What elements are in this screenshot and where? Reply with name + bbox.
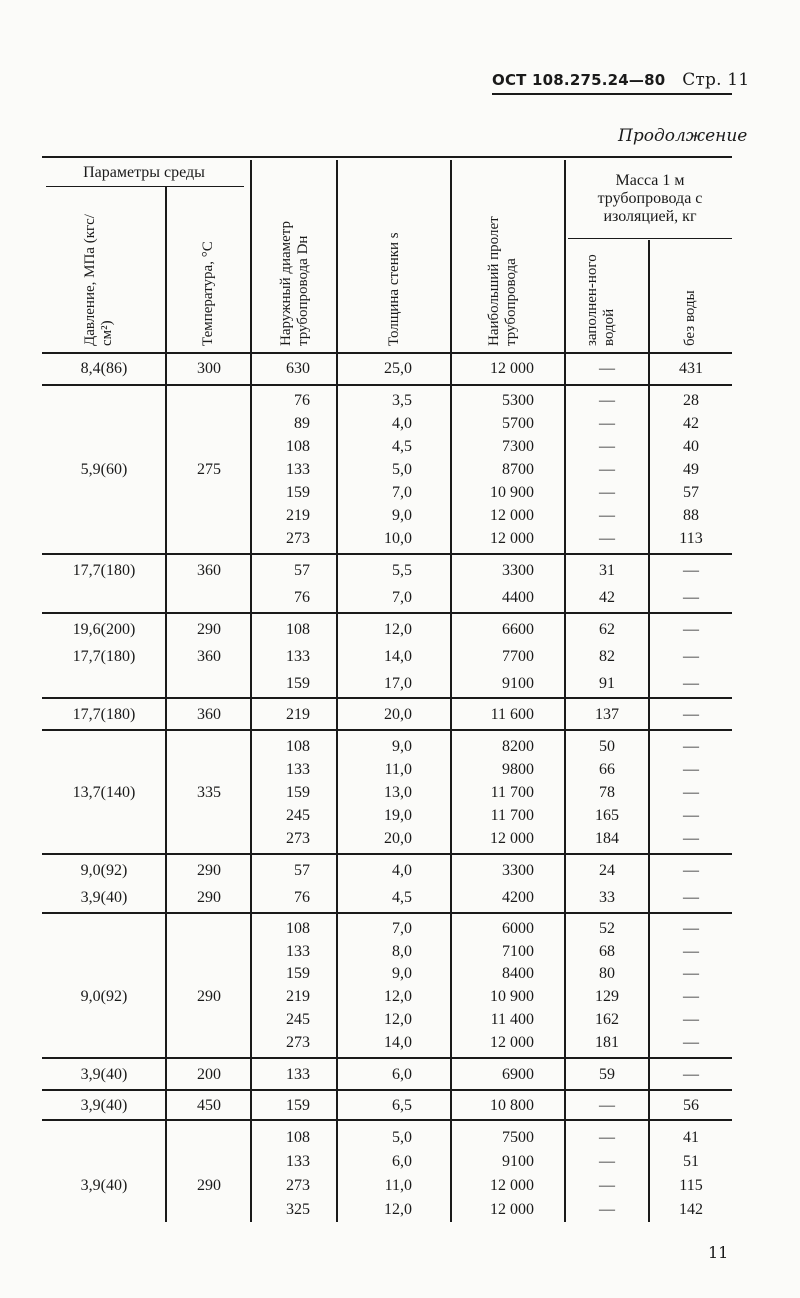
header-diameter: Наружный диаметр трубопровода Dн — [278, 220, 311, 346]
cell-dry: 42 — [683, 415, 699, 432]
cell-dry: — — [683, 784, 699, 801]
cell-wall: 11,0 — [384, 1177, 412, 1194]
header-mass-group: Масса 1 м трубопровода с изоляцией, кг — [597, 172, 703, 225]
cell-filled: 82 — [599, 648, 615, 665]
cell-dry: — — [683, 1034, 699, 1051]
cell-span: 9800 — [502, 761, 534, 778]
cell-span: 3300 — [502, 862, 534, 879]
cell-wall: 6,0 — [392, 1066, 412, 1083]
cell-temperature: 300 — [197, 360, 221, 377]
header-pressure: Давление, МПа (кгс/см²) — [82, 214, 115, 346]
cell-wall: 4,5 — [392, 438, 412, 455]
cell-dry: — — [683, 920, 699, 937]
cell-diameter: 159 — [286, 965, 310, 982]
cell-dry: — — [683, 889, 699, 906]
cell-temperature: 360 — [197, 562, 221, 579]
column-rule — [564, 160, 566, 1222]
group-separator — [42, 912, 732, 914]
cell-wall: 19,0 — [384, 807, 412, 824]
cell-span: 7100 — [502, 943, 534, 960]
cell-filled: 78 — [599, 784, 615, 801]
cell-wall: 6,5 — [392, 1097, 412, 1114]
cell-span: 11 400 — [490, 1011, 534, 1028]
cell-diameter: 133 — [286, 1066, 310, 1083]
cell-filled: — — [599, 1177, 615, 1194]
cell-diameter: 57 — [294, 562, 310, 579]
cell-dry: 113 — [679, 530, 703, 547]
header-params-group: Параметры среды — [83, 164, 205, 181]
cell-filled: 68 — [599, 943, 615, 960]
cell-pressure: 3,9(40) — [80, 1177, 128, 1194]
cell-dry: 56 — [683, 1097, 699, 1114]
cell-dry: — — [683, 706, 699, 723]
cell-filled: — — [599, 1097, 615, 1114]
cell-dry: 57 — [683, 484, 699, 501]
cell-filled: — — [599, 438, 615, 455]
cell-diameter: 219 — [286, 706, 310, 723]
cell-filled: 59 — [599, 1066, 615, 1083]
cell-diameter: 159 — [286, 1097, 310, 1114]
document-header — [492, 70, 750, 95]
group-separator — [42, 1089, 732, 1091]
cell-span: 12 000 — [490, 1201, 534, 1218]
continuation-label: Продолжение — [618, 126, 748, 146]
cell-dry: — — [683, 988, 699, 1005]
cell-pressure: 13,7(140) — [72, 784, 136, 801]
cell-dry: — — [683, 738, 699, 755]
cell-span: 11 700 — [490, 807, 534, 824]
cell-wall: 12,0 — [384, 988, 412, 1005]
cell-pressure: 9,0(92) — [80, 988, 128, 1005]
cell-filled: 165 — [595, 807, 619, 824]
cell-dry: — — [683, 1066, 699, 1083]
cell-wall: 20,0 — [384, 706, 412, 723]
cell-span: 9100 — [502, 1153, 534, 1170]
group-separator — [42, 1057, 732, 1059]
cell-span: 4400 — [502, 589, 534, 606]
cell-filled: — — [599, 415, 615, 432]
group-separator — [42, 612, 732, 614]
cell-dry: — — [683, 589, 699, 606]
cell-span: 12 000 — [490, 830, 534, 847]
column-rule — [165, 186, 167, 1222]
cell-diameter: 630 — [286, 360, 310, 377]
cell-span: 11 600 — [490, 706, 534, 723]
cell-wall: 25,0 — [384, 360, 412, 377]
cell-wall: 9,0 — [392, 965, 412, 982]
group-separator — [42, 729, 732, 731]
cell-wall: 4,0 — [392, 415, 412, 432]
cell-dry: 115 — [679, 1177, 703, 1194]
column-rule — [450, 160, 452, 1222]
cell-wall: 5,5 — [392, 562, 412, 579]
cell-wall: 17,0 — [384, 675, 412, 692]
cell-wall: 8,0 — [392, 943, 412, 960]
cell-wall: 20,0 — [384, 830, 412, 847]
cell-wall: 11,0 — [384, 761, 412, 778]
cell-pressure: 9,0(92) — [80, 862, 128, 879]
cell-pressure: 3,9(40) — [80, 1097, 128, 1114]
cell-diameter: 76 — [294, 889, 310, 906]
cell-filled: — — [599, 1153, 615, 1170]
column-rule — [648, 240, 650, 1222]
cell-diameter: 159 — [286, 484, 310, 501]
cell-filled: 80 — [599, 965, 615, 982]
cell-span: 12 000 — [490, 1177, 534, 1194]
cell-filled: — — [599, 530, 615, 547]
header-temperature: Температура, °С — [200, 241, 216, 346]
cell-diameter: 89 — [294, 415, 310, 432]
cell-dry: — — [683, 761, 699, 778]
cell-filled: 31 — [599, 562, 615, 579]
cell-diameter: 273 — [286, 1034, 310, 1051]
cell-filled: — — [599, 1129, 615, 1146]
cell-diameter: 133 — [286, 648, 310, 665]
cell-dry: — — [683, 675, 699, 692]
cell-temperature: 275 — [197, 461, 221, 478]
cell-pressure: 8,4(86) — [80, 360, 128, 377]
page-label: Стр. 11 — [682, 70, 750, 90]
cell-diameter: 108 — [286, 438, 310, 455]
cell-temperature: 335 — [197, 784, 221, 801]
cell-dry: — — [683, 1011, 699, 1028]
group-separator — [42, 853, 732, 855]
cell-diameter: 108 — [286, 738, 310, 755]
cell-temperature: 290 — [197, 889, 221, 906]
cell-span: 7500 — [502, 1129, 534, 1146]
cell-pressure: 19,6(200) — [72, 621, 136, 638]
cell-wall: 5,0 — [392, 1129, 412, 1146]
cell-span: 8200 — [502, 738, 534, 755]
cell-diameter: 133 — [286, 1153, 310, 1170]
cell-diameter: 76 — [294, 392, 310, 409]
cell-diameter: 325 — [286, 1201, 310, 1218]
cell-filled: — — [599, 1201, 615, 1218]
cell-diameter: 108 — [286, 1129, 310, 1146]
cell-pressure: 17,7(180) — [72, 706, 136, 723]
cell-diameter: 133 — [286, 461, 310, 478]
mass-rule — [568, 238, 732, 239]
header-span: Наибольший пролет трубопровода — [486, 216, 519, 346]
table-top-rule — [42, 156, 732, 158]
cell-filled: 66 — [599, 761, 615, 778]
cell-wall: 10,0 — [384, 530, 412, 547]
cell-wall: 12,0 — [384, 621, 412, 638]
cell-span: 11 700 — [490, 784, 534, 801]
column-rule — [336, 160, 338, 1222]
cell-pressure: 3,9(40) — [80, 889, 128, 906]
cell-wall: 6,0 — [392, 1153, 412, 1170]
cell-filled: 91 — [599, 675, 615, 692]
cell-wall: 7,0 — [392, 589, 412, 606]
cell-dry: 88 — [683, 507, 699, 524]
cell-wall: 3,5 — [392, 392, 412, 409]
cell-wall: 14,0 — [384, 648, 412, 665]
params-rule — [46, 186, 244, 187]
cell-span: 3300 — [502, 562, 534, 579]
cell-wall: 7,0 — [392, 484, 412, 501]
cell-wall: 12,0 — [384, 1011, 412, 1028]
cell-wall: 4,0 — [392, 862, 412, 879]
cell-filled: — — [599, 484, 615, 501]
cell-dry: 40 — [683, 438, 699, 455]
cell-span: 7300 — [502, 438, 534, 455]
column-rule — [250, 160, 252, 1222]
cell-wall: 4,5 — [392, 889, 412, 906]
cell-diameter: 273 — [286, 1177, 310, 1194]
cell-diameter: 245 — [286, 1011, 310, 1028]
cell-diameter: 159 — [286, 675, 310, 692]
cell-temperature: 450 — [197, 1097, 221, 1114]
group-separator — [42, 697, 732, 699]
cell-span: 6000 — [502, 920, 534, 937]
cell-span: 7700 — [502, 648, 534, 665]
cell-dry: 41 — [683, 1129, 699, 1146]
cell-span: 5300 — [502, 392, 534, 409]
cell-diameter: 133 — [286, 761, 310, 778]
cell-diameter: 273 — [286, 830, 310, 847]
cell-diameter: 108 — [286, 920, 310, 937]
cell-filled: 129 — [595, 988, 619, 1005]
cell-wall: 9,0 — [392, 507, 412, 524]
cell-dry: — — [683, 862, 699, 879]
cell-span: 12 000 — [490, 1034, 534, 1051]
cell-span: 10 800 — [490, 1097, 534, 1114]
cell-span: 8700 — [502, 461, 534, 478]
cell-pressure: 17,7(180) — [72, 562, 136, 579]
group-separator — [42, 553, 732, 555]
cell-temperature: 360 — [197, 648, 221, 665]
cell-temperature: 290 — [197, 621, 221, 638]
cell-filled: 162 — [595, 1011, 619, 1028]
cell-temperature: 360 — [197, 706, 221, 723]
group-separator — [42, 1119, 732, 1121]
cell-filled: 137 — [595, 706, 619, 723]
cell-wall: 13,0 — [384, 784, 412, 801]
cell-diameter: 219 — [286, 507, 310, 524]
cell-dry: — — [683, 621, 699, 638]
header-wall: Толщина стенки s — [386, 232, 402, 346]
cell-span: 4200 — [502, 889, 534, 906]
cell-diameter: 219 — [286, 988, 310, 1005]
cell-wall: 5,0 — [392, 461, 412, 478]
cell-dry: — — [683, 830, 699, 847]
cell-filled: — — [599, 461, 615, 478]
cell-temperature: 290 — [197, 1177, 221, 1194]
cell-wall: 14,0 — [384, 1034, 412, 1051]
cell-dry: 49 — [683, 461, 699, 478]
cell-temperature: 290 — [197, 862, 221, 879]
cell-span: 10 900 — [490, 988, 534, 1005]
cell-filled: 33 — [599, 889, 615, 906]
cell-diameter: 57 — [294, 862, 310, 879]
cell-filled: 52 — [599, 920, 615, 937]
cell-filled: 62 — [599, 621, 615, 638]
cell-dry: 51 — [683, 1153, 699, 1170]
cell-span: 6600 — [502, 621, 534, 638]
cell-span: 9100 — [502, 675, 534, 692]
cell-dry: — — [683, 648, 699, 665]
cell-dry: 28 — [683, 392, 699, 409]
cell-dry: — — [683, 965, 699, 982]
standard-code: ОСТ 108.275.24—80 — [492, 71, 666, 89]
cell-diameter: 76 — [294, 589, 310, 606]
cell-filled: — — [599, 392, 615, 409]
header-filled: заполнен-ного водой — [584, 254, 617, 346]
cell-span: 5700 — [502, 415, 534, 432]
cell-filled: — — [599, 507, 615, 524]
cell-temperature: 200 — [197, 1066, 221, 1083]
cell-diameter: 159 — [286, 784, 310, 801]
header-bottom-rule — [42, 352, 732, 354]
header-dry: без воды — [682, 290, 698, 346]
cell-filled: 181 — [595, 1034, 619, 1051]
cell-dry: — — [683, 562, 699, 579]
cell-pressure: 3,9(40) — [80, 1066, 128, 1083]
cell-wall: 7,0 — [392, 920, 412, 937]
cell-pressure: 17,7(180) — [72, 648, 136, 665]
cell-pressure: 5,9(60) — [80, 461, 128, 478]
cell-dry: 142 — [679, 1201, 703, 1218]
cell-filled: 184 — [595, 830, 619, 847]
cell-span: 8400 — [502, 965, 534, 982]
page-number: 11 — [708, 1243, 729, 1262]
cell-span: 12 000 — [490, 530, 534, 547]
cell-span: 10 900 — [490, 484, 534, 501]
cell-dry: 431 — [679, 360, 703, 377]
cell-dry: — — [683, 807, 699, 824]
cell-wall: 9,0 — [392, 738, 412, 755]
cell-filled: 42 — [599, 589, 615, 606]
cell-temperature: 290 — [197, 988, 221, 1005]
cell-filled: 50 — [599, 738, 615, 755]
cell-diameter: 133 — [286, 943, 310, 960]
cell-diameter: 245 — [286, 807, 310, 824]
cell-diameter: 108 — [286, 621, 310, 638]
cell-wall: 12,0 — [384, 1201, 412, 1218]
cell-span: 12 000 — [490, 507, 534, 524]
cell-span: 6900 — [502, 1066, 534, 1083]
cell-diameter: 273 — [286, 530, 310, 547]
cell-dry: — — [683, 943, 699, 960]
cell-filled: — — [599, 360, 615, 377]
cell-filled: 24 — [599, 862, 615, 879]
cell-span: 12 000 — [490, 360, 534, 377]
group-separator — [42, 384, 732, 386]
